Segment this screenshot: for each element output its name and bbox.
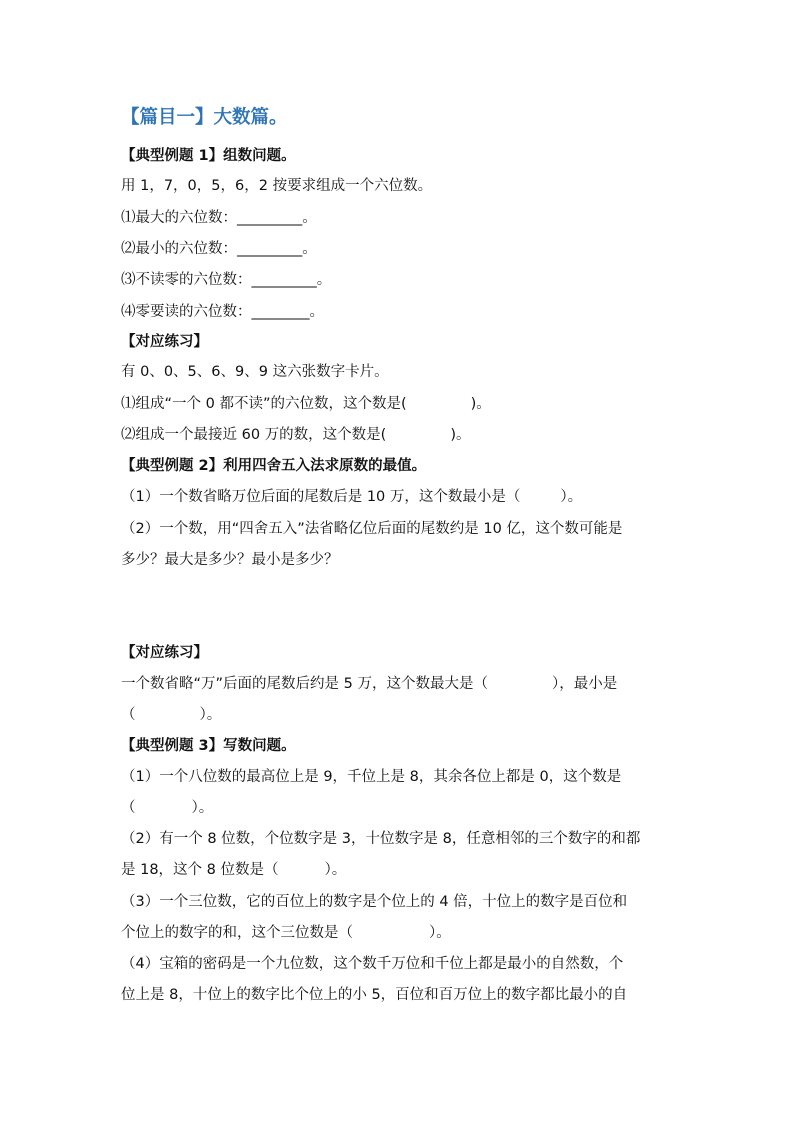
example-3-question-2-line-1: （2）有一个 8 位数，个位数字是 3，十位数字是 8，任意相邻的三个数字的和都 — [121, 831, 641, 847]
practice-2-line-2 — [121, 705, 221, 725]
question-text: （1）一个数省略万位后面的尾数后是 10 万，这个数最小是（ — [121, 489, 521, 505]
example-1-question-3: ⑶不读零的六位数：_________。 — [121, 272, 332, 288]
example-3-question-4-line-2: 位上是 8，十位上的数字比个位上的小 5，百位和百万位上的数字都比最小的自 — [121, 987, 628, 1003]
question-text-end: ）。 — [429, 925, 451, 941]
question-text-end: ），最小是 — [551, 676, 618, 692]
question-text: 是 18，这个 8 位数是（ — [121, 862, 279, 878]
practice-1-question-1 — [121, 394, 491, 414]
example-3-question-1-line-2 — [121, 798, 213, 818]
practice-1-intro: 有 0、0、5、6、9、9 这六张数字卡片。 — [121, 364, 389, 380]
question-text: ⑴组成“一个 0 都不读”的六位数，这个数是( — [121, 396, 407, 412]
example-3-question-3-line-1: （3）一个三位数，它的百位上的数字是个位上的 4 倍，十位上的数字是百位和 — [121, 894, 628, 910]
practice-1-heading: 【对应练习】 — [121, 334, 208, 350]
question-text: ⑵组成一个最接近 60 万的数，这个数是( — [121, 427, 387, 443]
question-text-end: )。 — [470, 396, 491, 412]
example-3-question-4-line-1: （4）宝箱的密码是一个九位数，这个数千万位和千位上都是最小的自然数，个 — [121, 956, 624, 972]
example-1-intro: 用 1，7，0，5，6，2 按要求组成一个六位数。 — [121, 178, 433, 194]
question-text-end: ）。 — [560, 489, 583, 505]
example-3-question-3-line-2 — [121, 923, 451, 943]
example-3-question-1-line-1: （1）一个八位数的最高位上是 9，千位上是 8，其余各位上都是 0，这个数是 — [121, 769, 622, 785]
example-1-question-4: ⑷零要读的六位数：________。 — [121, 304, 324, 320]
blank-open: （ — [121, 800, 136, 816]
example-1-heading: 【典型例题 1】组数问题。 — [121, 148, 296, 164]
example-2-heading: 【典型例题 2】利用四舍五入法求原数的最值。 — [121, 458, 427, 474]
practice-1-question-2 — [121, 425, 471, 445]
example-2-question-1 — [121, 487, 582, 507]
question-text-end: ）。 — [324, 862, 347, 878]
question-text: 个位上的数字的和，这个三位数是（ — [121, 925, 353, 941]
example-2-question-2-line-1: （2）一个数，用“四舍五入”法省略亿位后面的尾数约是 10 亿，这个数可能是 — [121, 521, 623, 537]
example-3-question-2-line-2 — [121, 860, 346, 880]
question-text-end: )。 — [450, 427, 471, 443]
example-1-question-1: ⑴最大的六位数：_________。 — [121, 210, 317, 226]
example-2-question-2-line-2: 多少？最大是多少？最小是多少？ — [121, 552, 339, 568]
blank-open: （ — [121, 707, 136, 723]
question-text: 一个数省略“万”后面的尾数后约是 5 万，这个数最大是（ — [121, 676, 488, 692]
example-3-heading: 【典型例题 3】写数问题。 — [121, 738, 296, 754]
blank-close: ）。 — [191, 800, 214, 816]
section-title: 【篇目一】大数篇。 — [121, 107, 288, 128]
blank-close: ）。 — [199, 707, 222, 723]
practice-2-line-1 — [121, 674, 617, 694]
practice-2-heading: 【对应练习】 — [121, 645, 208, 661]
example-1-question-2: ⑵最小的六位数：_________。 — [121, 241, 317, 257]
